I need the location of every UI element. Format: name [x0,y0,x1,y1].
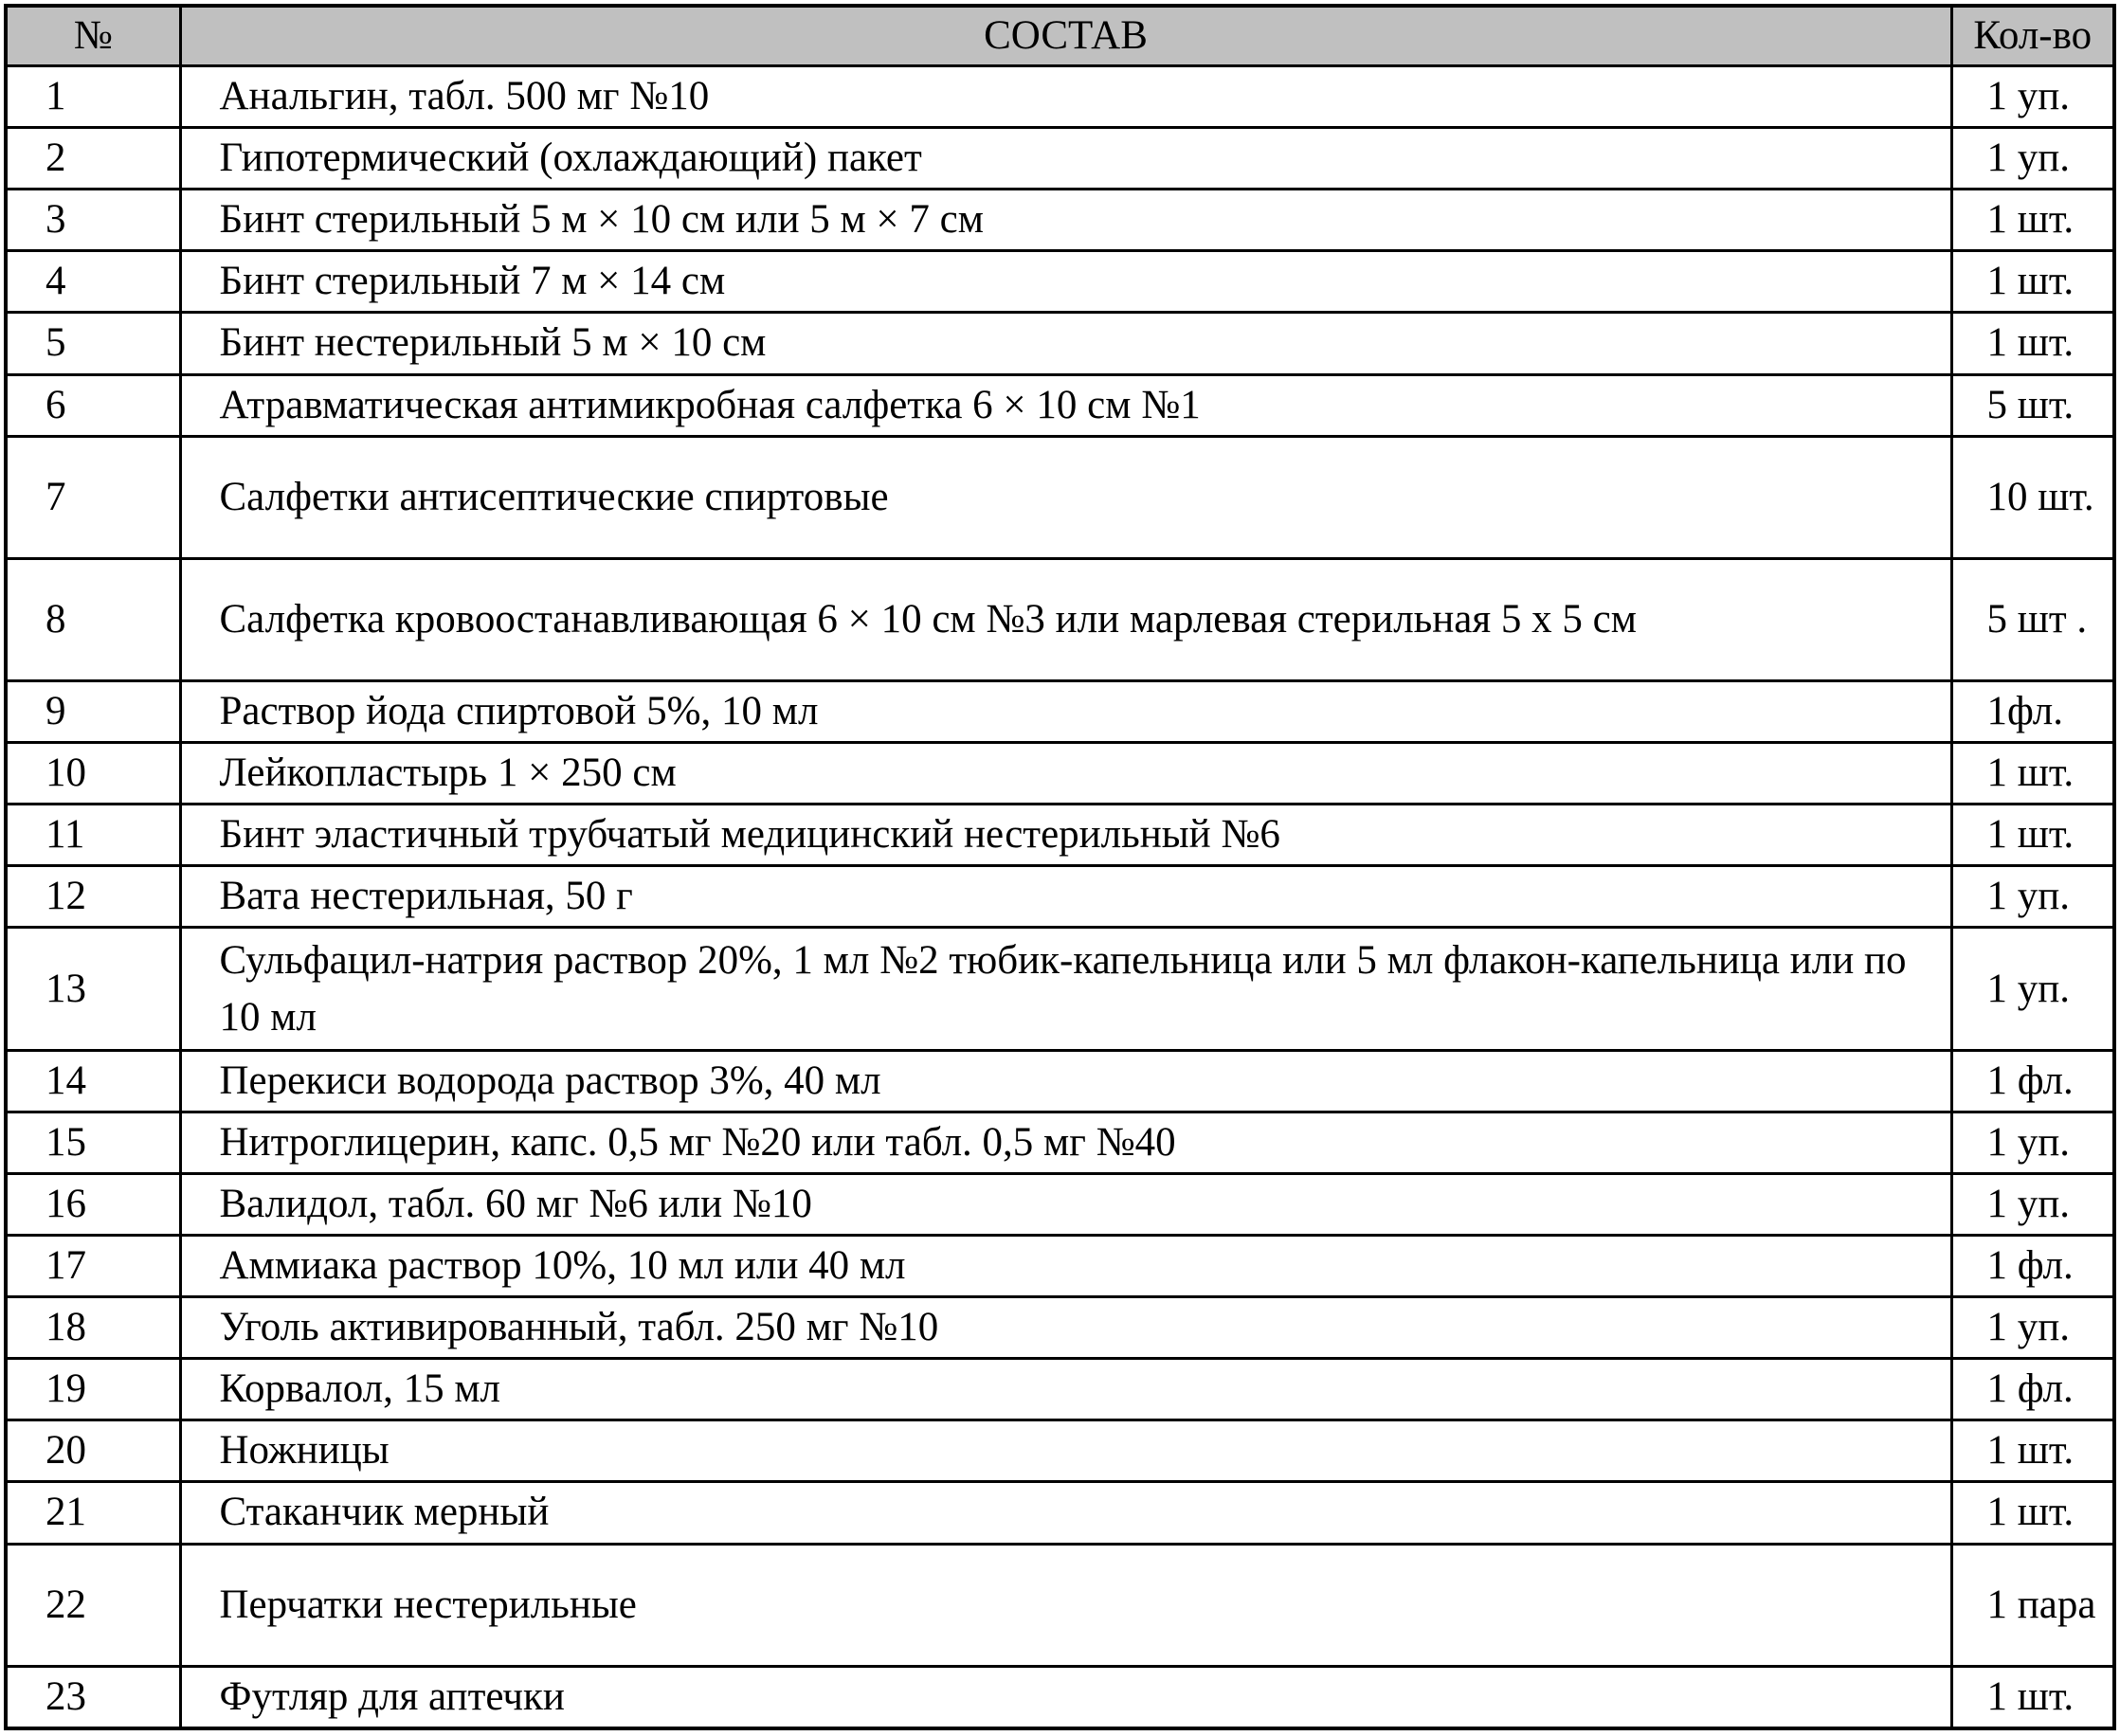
item-quantity: 1 шт. [1951,1482,2114,1544]
row-number: 10 [6,743,180,805]
row-number: 21 [6,1482,180,1544]
table-row [6,1482,2114,1544]
table-row [6,313,2114,374]
column-header-quantity: Кол-во [1951,6,2114,66]
row-number: 18 [6,1297,180,1359]
item-quantity: 1 шт. [1951,190,2114,251]
table-row [6,1235,2114,1296]
item-name: Перекиси водорода раствор 3%, 40 мл [180,1050,1951,1112]
row-number: 22 [6,1544,180,1666]
item-name: Бинт стерильный 7 м × 14 см [180,251,1951,313]
item-quantity: 1 шт. [1951,743,2114,805]
row-number: 2 [6,128,180,190]
table-row [6,1359,2114,1420]
item-quantity: 1 пара [1951,1544,2114,1666]
table-row [6,374,2114,436]
row-number: 19 [6,1359,180,1420]
item-quantity: 1 уп. [1951,928,2114,1050]
row-number: 20 [6,1420,180,1482]
item-name: Салфетка кровоостанавливающая 6 × 10 см №3 или марлевая стерильная 5 х 5 см [180,558,1951,680]
item-name: Уголь активированный, табл. 250 мг №10 [180,1297,1951,1359]
item-quantity: 1фл. [1951,681,2114,743]
row-number: 9 [6,681,180,743]
item-quantity: 1 фл. [1951,1235,2114,1296]
table-row [6,190,2114,251]
row-number: 5 [6,313,180,374]
table-row [6,1297,2114,1359]
item-quantity: 1 уп. [1951,1173,2114,1235]
table-row [6,1666,2114,1728]
item-name: Аммиака раствор 10%, 10 мл или 40 мл [180,1235,1951,1296]
item-name: Футляр для аптечки [180,1666,1951,1728]
row-number: 16 [6,1173,180,1235]
row-number: 8 [6,558,180,680]
table-row [6,928,2114,1050]
item-name: Лейкопластырь 1 × 250 см [180,743,1951,805]
item-name: Бинт эластичный трубчатый медицинский нестерильный №6 [180,805,1951,866]
row-number: 7 [6,436,180,558]
item-quantity: 1 фл. [1951,1359,2114,1420]
row-number: 1 [6,66,180,128]
table-row [6,436,2114,558]
item-quantity: 1 шт. [1951,1666,2114,1728]
column-header-composition: СОСТАВ [180,6,1951,66]
row-number: 6 [6,374,180,436]
column-header-number: № [6,6,180,66]
item-name: Стаканчик мерный [180,1482,1951,1544]
table-row [6,866,2114,928]
row-number: 13 [6,928,180,1050]
item-name: Валидол, табл. 60 мг №6 или №10 [180,1173,1951,1235]
item-name: Атравматическая антимикробная салфетка 6 × 10 см №1 [180,374,1951,436]
item-name: Перчатки нестерильные [180,1544,1951,1666]
item-quantity: 1 шт. [1951,251,2114,313]
table-row [6,1420,2114,1482]
item-name: Раствор йода спиртовой 5%, 10 мл [180,681,1951,743]
row-number: 3 [6,190,180,251]
item-name: Нитроглицерин, капс. 0,5 мг №20 или табл. 0,5 мг №40 [180,1112,1951,1173]
table-row [6,743,2114,805]
item-quantity: 1 уп. [1951,1112,2114,1173]
item-name: Бинт нестерильный 5 м × 10 см [180,313,1951,374]
table-row [6,251,2114,313]
table-row [6,128,2114,190]
item-quantity: 1 шт. [1951,805,2114,866]
row-number: 12 [6,866,180,928]
first-aid-kit-table [4,4,2116,1730]
row-number: 14 [6,1050,180,1112]
item-name: Вата нестерильная, 50 г [180,866,1951,928]
item-quantity: 1 уп. [1951,1297,2114,1359]
table-row [6,805,2114,866]
item-name: Анальгин, табл. 500 мг №10 [180,66,1951,128]
table-row [6,1173,2114,1235]
table-row [6,1544,2114,1666]
table-row [6,1112,2114,1173]
row-number: 15 [6,1112,180,1173]
table-header-row [6,6,2114,66]
row-number: 23 [6,1666,180,1728]
item-quantity: 1 уп. [1951,66,2114,128]
table-row [6,681,2114,743]
row-number: 4 [6,251,180,313]
table-row [6,558,2114,680]
item-name: Ножницы [180,1420,1951,1482]
item-quantity: 10 шт. [1951,436,2114,558]
first-aid-kit-table-sheet [4,4,2112,1730]
item-quantity: 1 шт. [1951,313,2114,374]
item-quantity: 1 уп. [1951,866,2114,928]
item-quantity: 5 шт . [1951,558,2114,680]
row-number: 11 [6,805,180,866]
item-name: Гипотермический (охлаждающий) пакет [180,128,1951,190]
item-quantity: 1 шт. [1951,1420,2114,1482]
item-quantity: 5 шт. [1951,374,2114,436]
row-number: 17 [6,1235,180,1296]
item-quantity: 1 фл. [1951,1050,2114,1112]
item-name: Салфетки антисептические спиртовые [180,436,1951,558]
item-quantity: 1 уп. [1951,128,2114,190]
table-row [6,1050,2114,1112]
item-name: Сульфацил-натрия раствор 20%, 1 мл №2 тюбик-капельница или 5 мл флакон-капельница или по 10 мл [180,928,1951,1050]
item-name: Корвалол, 15 мл [180,1359,1951,1420]
item-name: Бинт стерильный 5 м × 10 см или 5 м × 7 см [180,190,1951,251]
table-row [6,66,2114,128]
